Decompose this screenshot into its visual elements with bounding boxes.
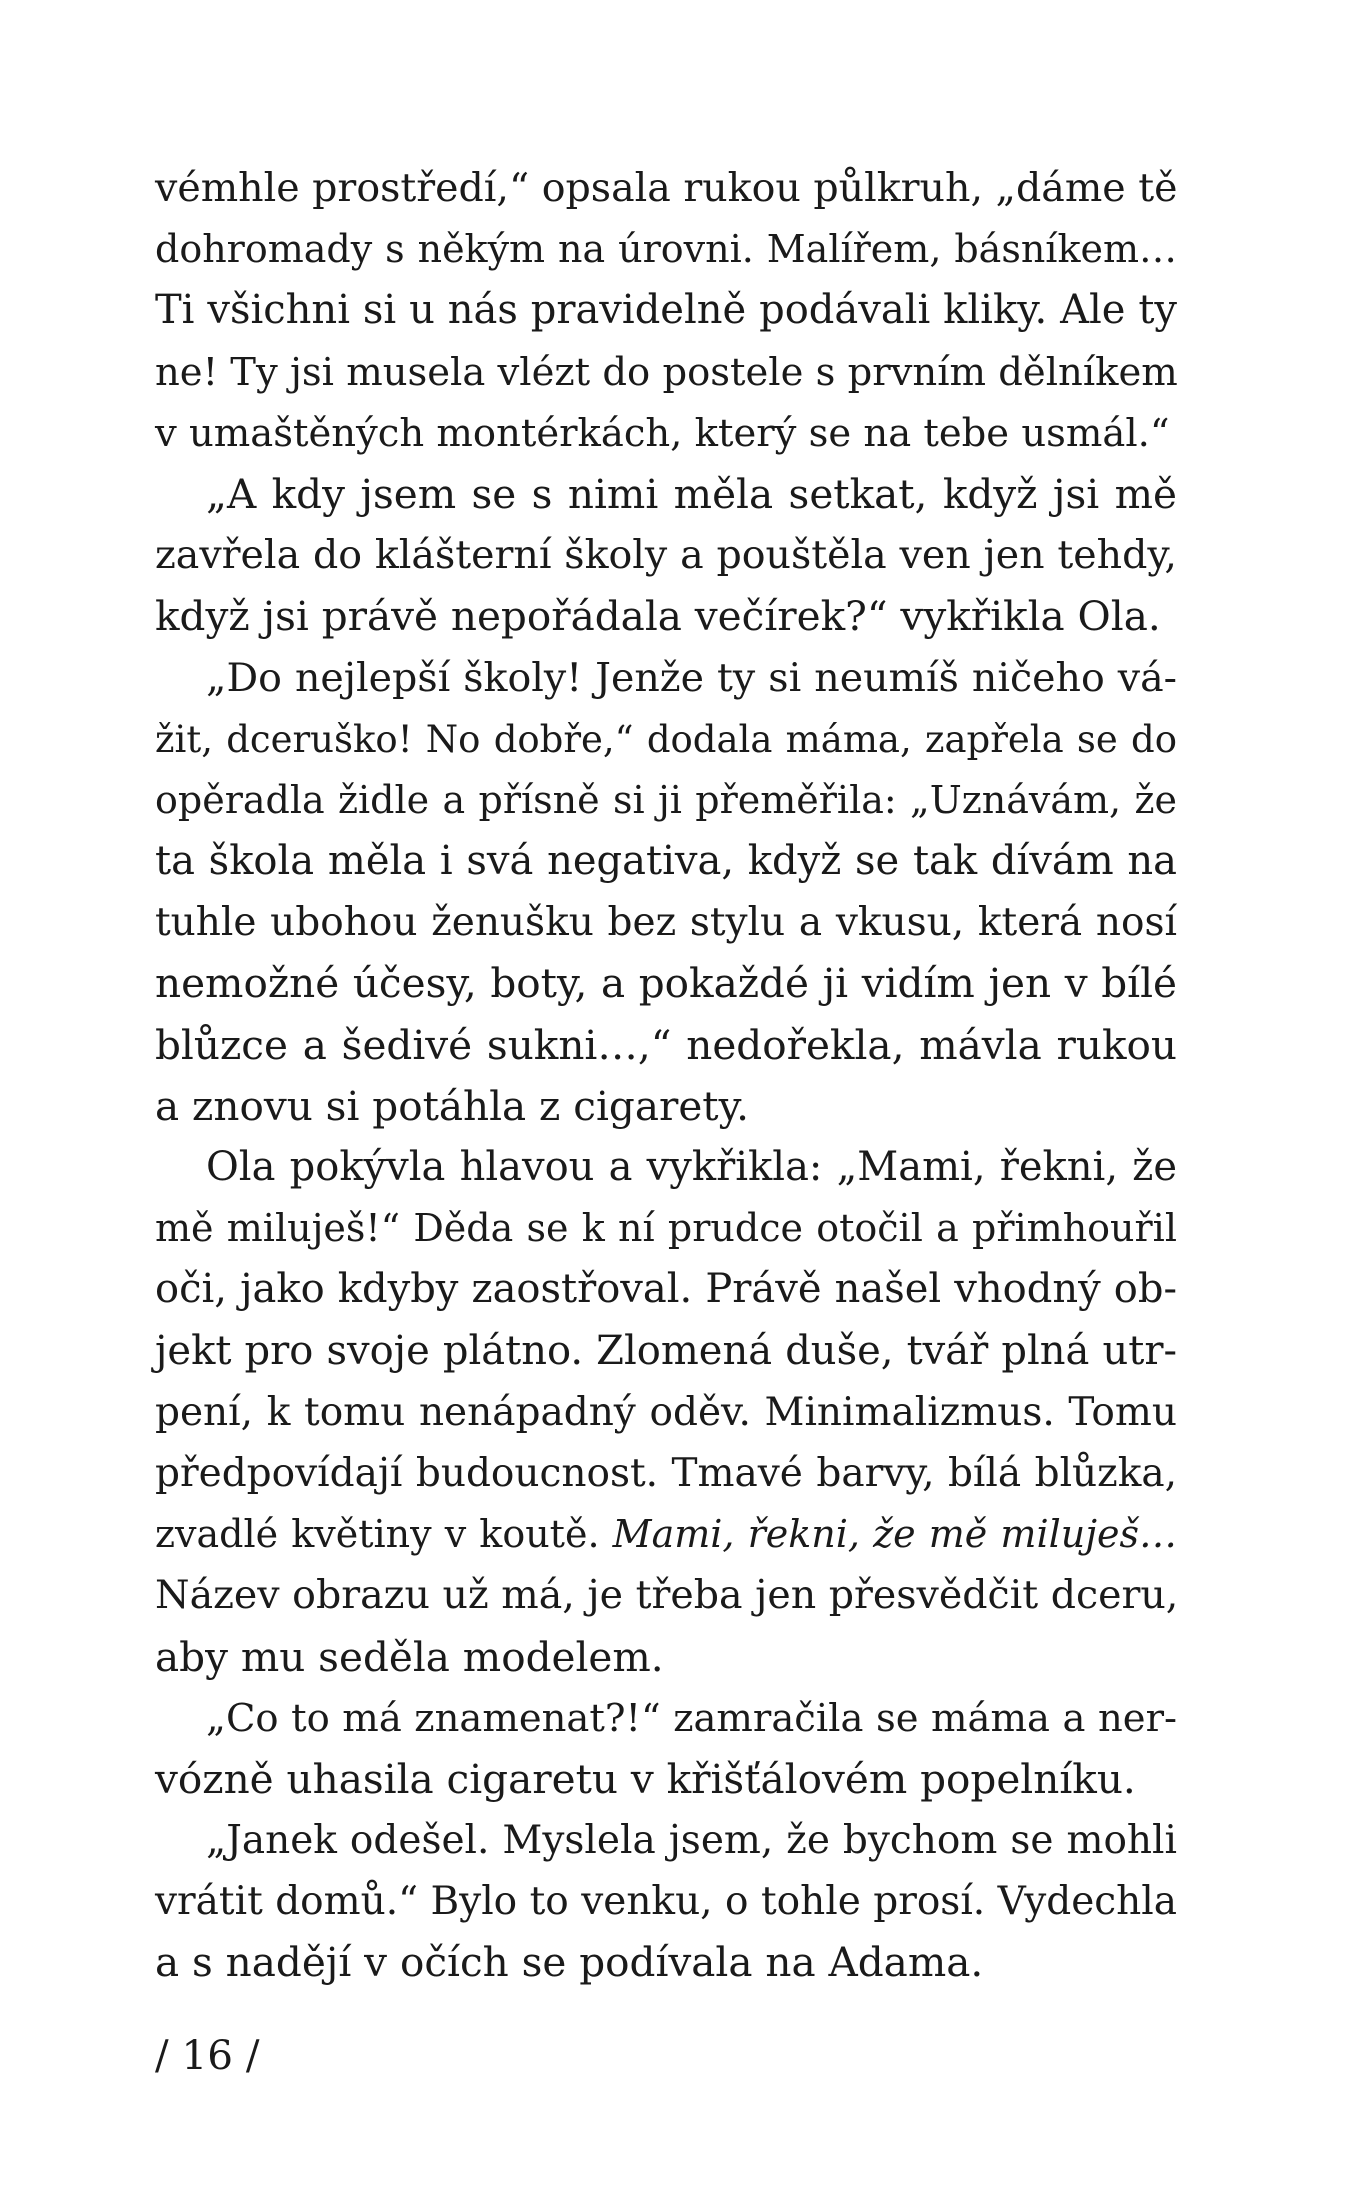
paragraph — [155, 464, 1177, 648]
text-run: vózně uhasila cigaretu v křišťálovém popelníku. — [155, 1754, 1136, 1803]
text-run: „Do nejlepší školy! Jenže ty si neumíš ničeho vá- — [206, 654, 1177, 701]
page-number: / 16 / — [155, 2031, 260, 2079]
text-line — [155, 219, 1177, 280]
text-line — [155, 1627, 1177, 1688]
text-run: v umaštěných montérkách, který se na tebe usmál.“ — [155, 410, 1170, 456]
text-line — [155, 1198, 1177, 1259]
text-run: opěradla židle a přísně si ji přeměřila: „Uznávám, že — [155, 777, 1177, 822]
text-run: nemožné účesy, boty, a pokaždé ji vidím jen v bílé — [155, 959, 1177, 1008]
text-run: ne! Ty jsi musela vlézt do postele s prvním dělníkem — [155, 349, 1178, 395]
text-line — [155, 342, 1177, 403]
text-run: „Co to má znamenat?!“ zamračila se máma a ner- — [206, 1695, 1177, 1741]
text-line — [155, 648, 1177, 709]
text-line — [155, 1137, 1177, 1198]
italic-text: Mami, řekni, že mě miluješ… — [612, 1512, 1177, 1557]
text-line — [155, 1321, 1177, 1382]
text-line — [155, 953, 1177, 1014]
text-line — [155, 403, 1177, 464]
text-line — [155, 1749, 1177, 1810]
text-line — [155, 892, 1177, 953]
text-run: „Janek odešel. Myslela jsem, že bychom se mohli — [206, 1818, 1177, 1864]
text-run: dohromady s někým na úrovni. Malířem, básníkem… — [155, 227, 1177, 272]
text-line — [155, 158, 1177, 219]
text-run: blůzce a šedivé sukni…,“ nedořekla, mávla rukou — [155, 1020, 1177, 1069]
text-run: oči, jako kdyby zaostřoval. Právě našel vhodný ob- — [155, 1266, 1177, 1313]
paragraph — [155, 1810, 1177, 1994]
text-run: jekt pro svoje plátno. Zlomená duše, tvář plná utr- — [155, 1327, 1177, 1374]
text-line — [155, 1565, 1177, 1626]
text-run: tuhle ubohou ženušku bez stylu a vkusu, která nosí — [155, 900, 1177, 946]
text-run: zvadlé květiny v koutě. — [155, 1512, 613, 1557]
text-line — [155, 1810, 1177, 1871]
text-run: pení, k tomu nenápadný oděv. Minimalizmus. Tomu — [155, 1389, 1177, 1435]
text-run: předpovídají budoucnost. Tmavé barvy, bílá blůzka, — [155, 1450, 1177, 1496]
text-run: když jsi právě nepořádala večírek?“ vykřikla Ola. — [155, 592, 1161, 641]
text-line — [155, 1382, 1177, 1443]
text-line — [155, 1443, 1177, 1504]
text-line — [155, 1076, 1177, 1137]
text-run: zavřela do klášterní školy a pouštěla ven jen tehdy, — [155, 532, 1177, 579]
text-line — [155, 1932, 1177, 1993]
text-run: „A kdy jsem se s nimi měla setkat, když jsi mě — [206, 469, 1177, 518]
text-run: a s nadějí v očích se podívala na Adama. — [155, 1938, 984, 1987]
text-run: ta škola měla i svá negativa, když se tak dívám na — [155, 838, 1177, 885]
text-run: vémhle prostředí,“ opsala rukou půlkruh, „dáme tě — [155, 165, 1178, 211]
text-line — [155, 831, 1177, 892]
text-line — [155, 525, 1177, 586]
text-line — [155, 1871, 1177, 1932]
text-run: mě miluješ!“ Děda se k ní prudce otočil a přimhouřil — [155, 1206, 1177, 1251]
book-page-text — [155, 158, 1177, 1994]
text-line — [155, 1015, 1177, 1076]
paragraph — [155, 1137, 1177, 1688]
text-line — [155, 1504, 1177, 1565]
text-run: vrátit domů.“ Bylo to venku, o tohle prosí. Vydechla — [155, 1879, 1177, 1925]
text-line — [155, 1688, 1177, 1749]
text-line — [155, 464, 1177, 525]
text-run: Ola pokývla hlavou a vykřikla: „Mami, řekni, že — [206, 1144, 1177, 1190]
text-line — [155, 586, 1177, 647]
paragraph — [155, 1688, 1177, 1810]
text-line — [155, 709, 1177, 770]
text-run: a znovu si potáhla z cigarety. — [155, 1081, 749, 1130]
text-run: Název obrazu už má, je třeba jen přesvědčit dceru, — [155, 1572, 1179, 1619]
text-line — [155, 1259, 1177, 1320]
paragraph — [155, 648, 1177, 1138]
paragraph — [155, 158, 1177, 464]
text-line — [155, 770, 1177, 831]
text-run: žit, dceruško! No dobře,“ dodala máma, zapřela se do — [155, 717, 1177, 761]
text-line — [155, 280, 1177, 341]
text-run: aby mu seděla modelem. — [155, 1632, 664, 1681]
text-run: Ti všichni si u nás pravidelně podávali kliky. Ale ty — [155, 287, 1177, 334]
